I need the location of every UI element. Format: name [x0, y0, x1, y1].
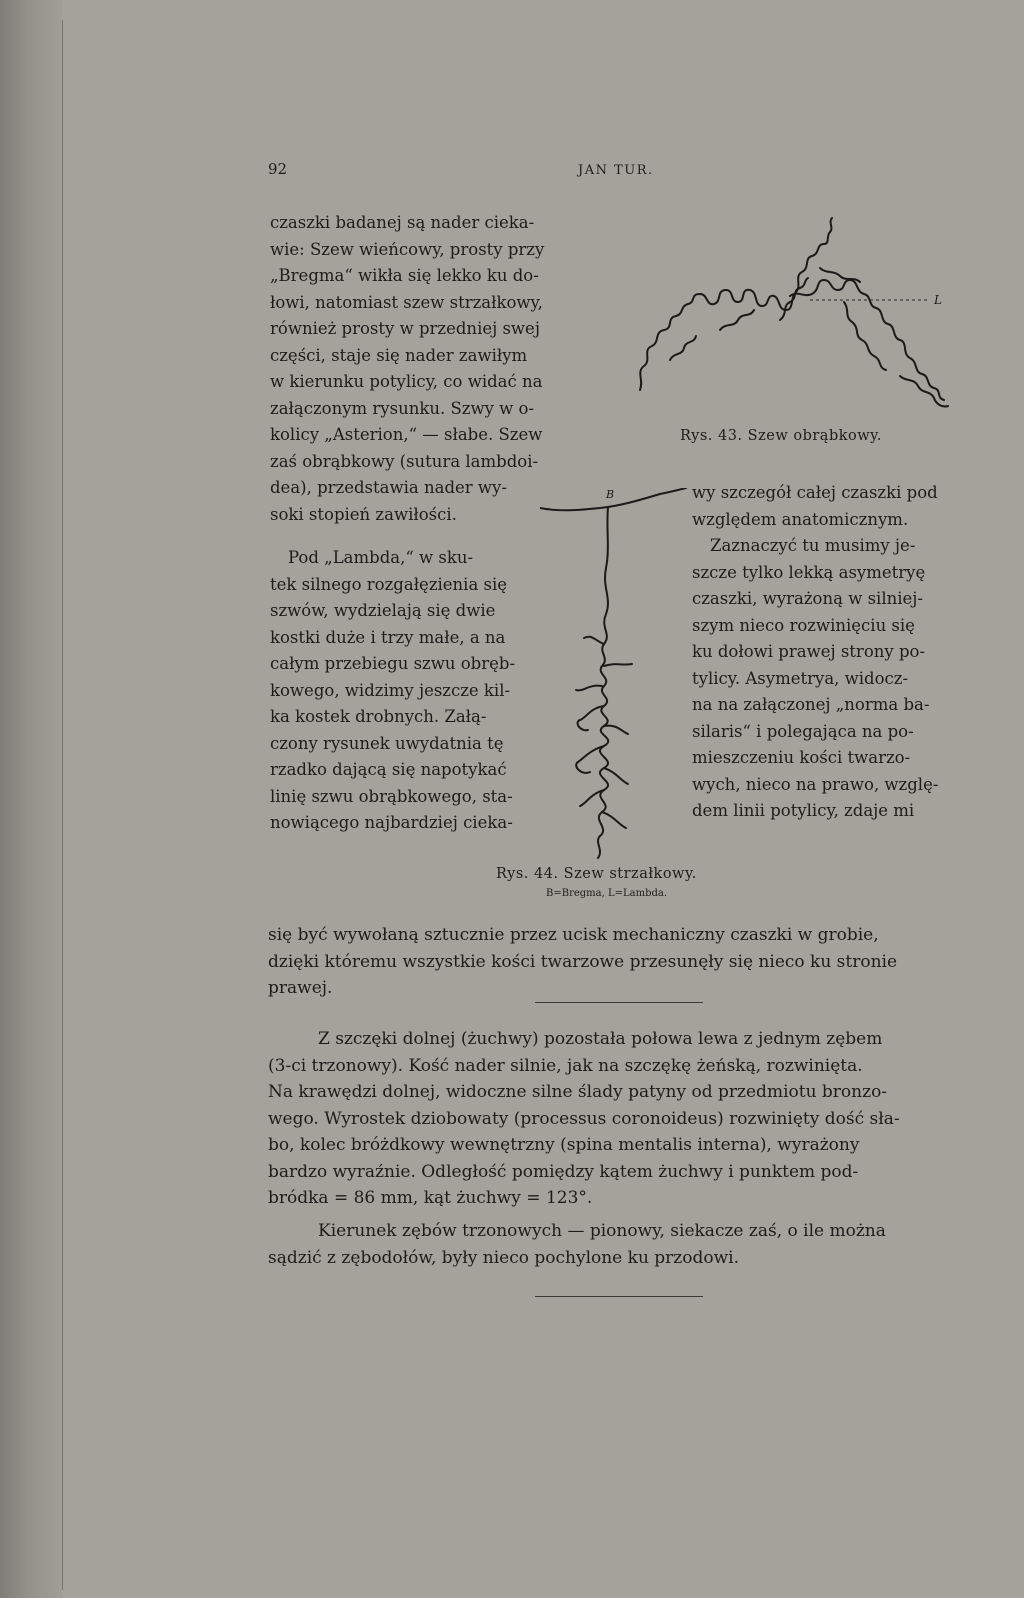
text-line: Na krawędzi dolnej, widoczne silne ślady patyny od przedmiotu bronzo- [268, 1082, 888, 1102]
text-line: kolicy „Asterion,“ — słabe. Szew [270, 425, 543, 444]
figure-44-label-b: B [606, 488, 615, 501]
text-line: Pod „Lambda,“ w sku- [288, 548, 474, 567]
text-line: dea), przedstawia nader wy- [270, 478, 507, 497]
section-divider [535, 1002, 703, 1003]
text-line: tek silnego rozgałęzienia się [270, 574, 508, 594]
text-line: wego. Wyrostek dziobowaty (processus coronoideus) rozwinięty dość sła- [268, 1108, 900, 1129]
page-number: 92 [268, 160, 288, 178]
text-line: zaś obrąbkowy (sutura lambdoi- [270, 451, 539, 471]
text-line: bo, kolec bróżdkowy wewnętrzny (spina mentalis interna), wyrażony [268, 1135, 860, 1155]
text-line: się być wywołaną sztucznie przez ucisk mechaniczny czaszki w grobie, [268, 925, 879, 945]
text-line: szwów, wydzielają się dwie [270, 601, 496, 620]
figure-43-lambdoid-suture-drawing [630, 210, 970, 420]
figure-44-caption: Rys. 44. Szew strzałkowy. [496, 866, 697, 882]
right-column-text [692, 480, 977, 825]
text-line: nowiącego najbardziej cieka- [270, 813, 513, 832]
running-title: JAN TUR. [578, 163, 654, 178]
middle-column-text [270, 545, 538, 837]
paragraph-3 [268, 1218, 976, 1271]
figure-43-caption: Rys. 43. Szew obrąbkowy. [680, 428, 883, 444]
text-line: sądzić z zębodołów, były nieco pochylone ku przodowi. [268, 1247, 740, 1268]
text-line: Zaznaczyć tu musimy je- [710, 536, 916, 555]
text-line: kowego, widzimy jeszcze kil- [270, 680, 511, 700]
text-line: względem anatomicznym. [692, 509, 909, 529]
text-line: bródka = 86 mm, kąt żuchwy = 123°. [268, 1188, 593, 1208]
paragraph-2 [268, 1026, 976, 1212]
text-line: kostki duże i trzy małe, a na [270, 627, 506, 647]
text-line: na na załączonej „norma ba- [692, 695, 930, 714]
text-line: wie: Szew wieńcowy, prosty przy [270, 239, 545, 259]
text-line: ka kostek drobnych. Załą- [270, 707, 487, 726]
text-line: soki stopień zawiłości. [270, 504, 457, 524]
text-line: wy szczegół całej czaszki pod [692, 483, 938, 502]
text-line: czaszki, wyrażoną w silniej- [692, 589, 923, 608]
text-line: tylicy. Asymetrya, widocz- [692, 668, 909, 688]
text-line: czony rysunek uwydatnia tę [270, 733, 504, 753]
text-line: bardzo wyraźnie. Odległość pomiędzy kątem żuchwy i punktem pod- [268, 1161, 859, 1182]
text-line: łowi, natomiast szew strzałkowy, [270, 292, 543, 312]
text-line: również prosty w przedniej swej [270, 319, 540, 338]
text-line: w kierunku potylicy, co widać na [270, 372, 543, 391]
end-divider [535, 1296, 703, 1297]
text-line: wych, nieco na prawo, wzglę- [692, 774, 939, 794]
text-line: mieszczeniu kości twarzo- [692, 748, 911, 767]
text-line: (3-ci trzonowy). Kość nader silnie, jak na szczękę żeńską, rozwinięta. [268, 1055, 863, 1076]
text-line: „Bregma“ wikła się lekko ku do- [270, 266, 539, 285]
paragraph-1 [268, 922, 976, 1002]
text-line: ku dołowi prawej strony po- [692, 642, 926, 661]
page-edge-line [62, 20, 63, 1590]
figure-44-subcaption: B=Bregma, L=Lambda. [546, 888, 668, 899]
text-line: Z szczęki dolnej (żuchwy) pozostała połowa lewa z jednym zębem [318, 1029, 883, 1049]
text-line: czaszki badanej są nader cieka- [270, 213, 535, 232]
text-line: dem linii potylicy, zdaje mi [692, 801, 915, 820]
text-line: załączonym rysunku. Szwy w o- [270, 398, 535, 418]
text-line: silaris“ i polegająca na po- [692, 721, 914, 741]
text-line: części, staje się nader zawiłym [270, 345, 528, 365]
text-line: szym nieco rozwinięciu się [692, 615, 915, 635]
figure-44-sagittal-suture-drawing [540, 488, 700, 860]
text-line: prawej. [268, 978, 333, 998]
text-line: linię szwu obrąbkowego, sta- [270, 786, 513, 806]
text-line: szcze tylko lekką asymetryę [692, 562, 926, 582]
left-column-text [270, 210, 588, 528]
book-binding-edge [0, 0, 62, 1598]
figure-43-label-l: L [934, 293, 942, 307]
text-line: całym przebiegu szwu obręb- [270, 654, 516, 673]
text-line: Kierunek zębów trzonowych — pionowy, siekacze zaś, o ile można [318, 1221, 886, 1241]
text-line: dzięki któremu wszystkie kości twarzowe przesunęły się nieco ku stronie [268, 951, 898, 972]
text-line: rzadko dającą się napotykać [270, 760, 507, 779]
